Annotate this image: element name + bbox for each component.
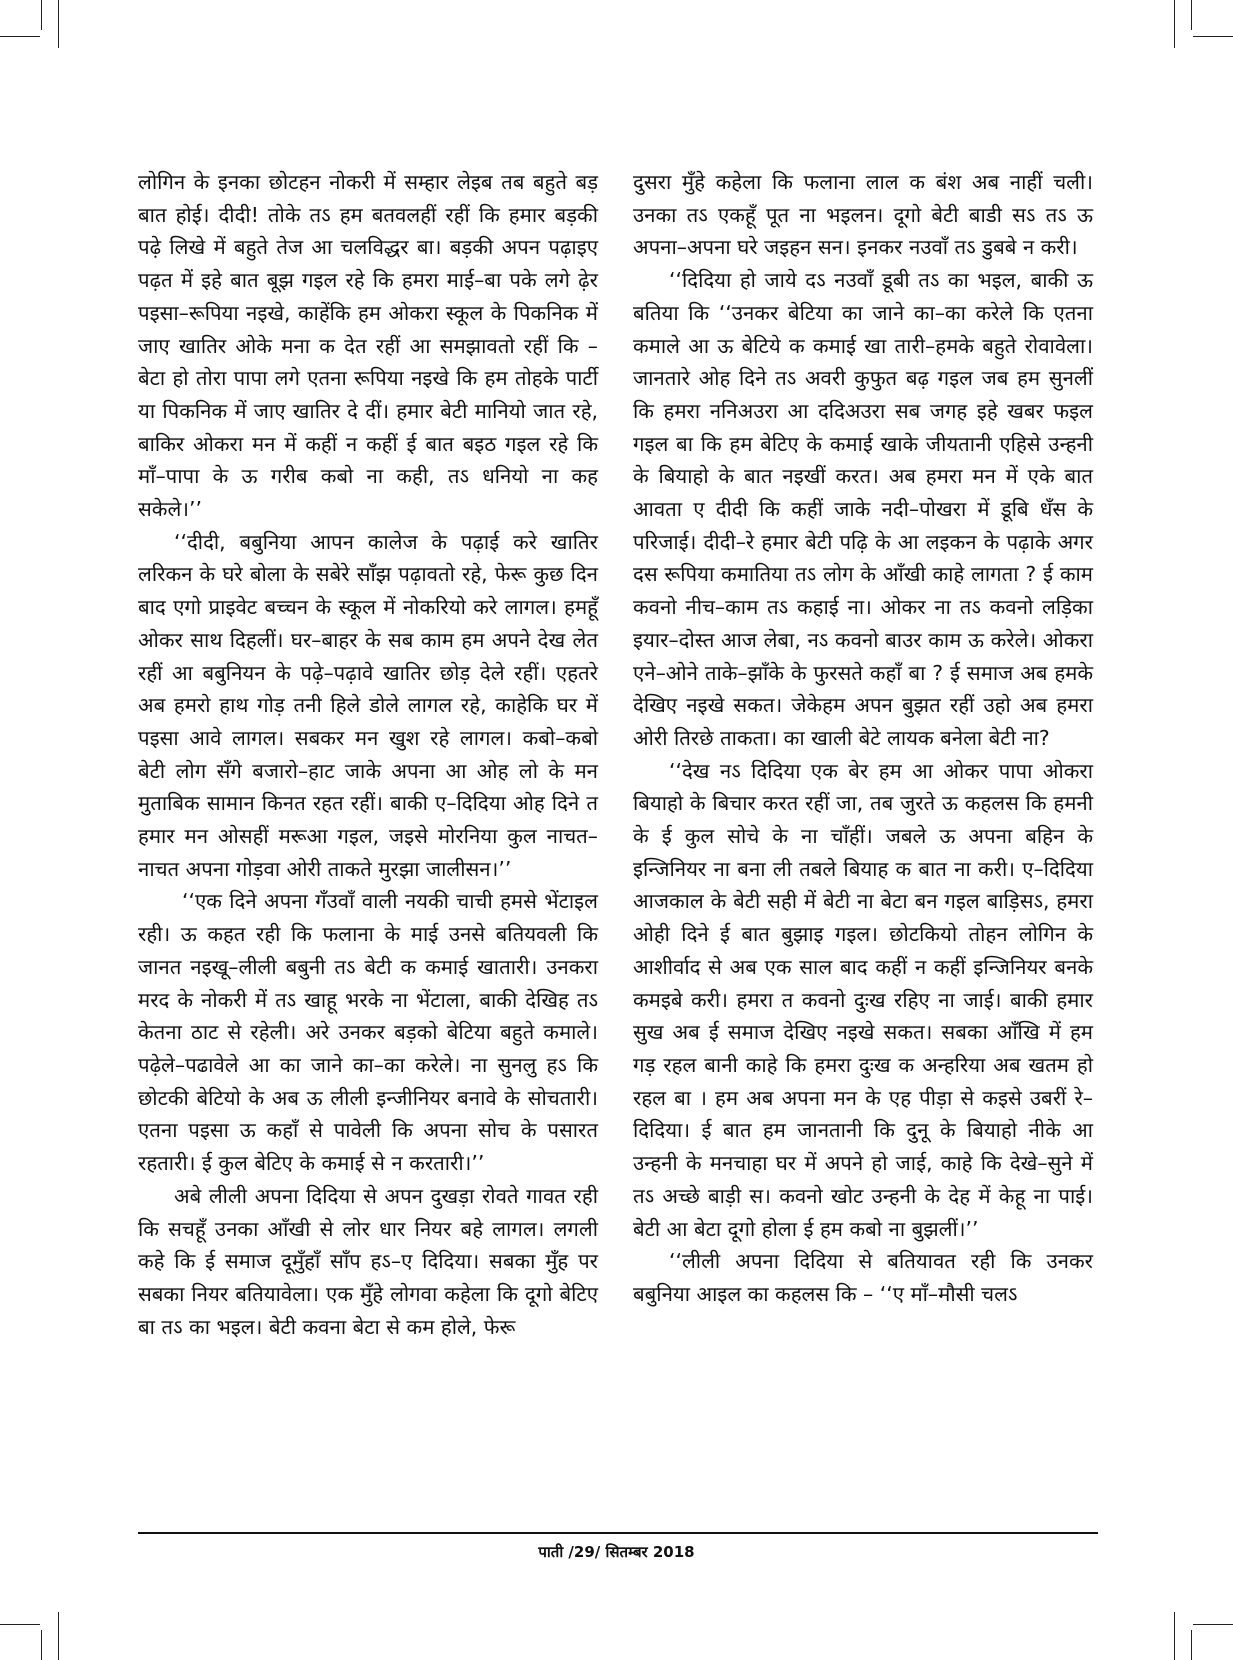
crop-mark [1174, 0, 1175, 48]
crop-mark [1174, 1612, 1175, 1660]
page-footer: पाती /29/ सितम्बर 2018 [538, 1543, 695, 1561]
right-text-column [633, 166, 1093, 1311]
paragraph: ‘‘दीदी, बबुनिया आपन कालेज के पढ़ाई करे खातिर लरिकन के घरे बोला के सबेरे साँझ पढ़ावतो रहे, फेरू कुछ दिन बाद एगो प्राइवेट बच्चन के स्कूल में नोकरियो करे लागल। हमहूँ ओकर साथ दिहलीं। घर–बाहर के सब काम हम अपने देख लेत रहीं आ बबुनियन के पढ़े–पढ़ावे खातिर छोड़ देले रहीं। एहतरे अब हमरो हाथ गोड़ तनी हिले डोले लागल रहे, काहेकि घर में पइसा आवे लागल। सबकर मन खुश रहे लागल। कबो–कबो बेटी लोग सँगे बजारो–हाट जाके अपना आ ओह लो के मन मुताबिक सामान किनत रहत रहीं। बाकी ए–दिदिया ओह दिने त हमार मन ओसहीं मरूआ गइल, जइसे मोरनिया कुल नाचत–नाचत अपना गोड़वा ओरी ताकते मुरझा जालीसन।’’ [138, 529, 598, 881]
crop-mark [41, 0, 42, 30]
paragraph: लोगिन के इनका छोटहन नोकरी में सम्हार लेइब तब बहुते बड़ बात होई। दीदी! तोके तऽ हम बतवलहीं रहीं कि हमार बड़की पढ़े लिखे में बहुते तेज आ चलविद्धर बा। बड़की अपन पढ़ाइए पढ़त में इहे बात बूझ गइल रहे कि हमरा माई–बा पके लगे ढ़ेर पइसा–रूपिया नइखे, काहेंकि हम ओकरा स्कूल के पिकनिक में जाए खातिर ओके मना क देत रहीं आ समझावतो रहीं कि – बेटा हो तोरा पापा लगे एतना रूपिया नइखे कि हम तोहके पार्टी या पिकनिक में जाए खातिर दे दीं। हमार बेटी मानियो जात रहे, बाकिर ओकरा मन में कहीं न कहीं ई बात बइठ गइल रहे कि माँ–पापा के ऊ गरीब कबो ना कही, तऽ धनियो ना कह सकेले।’’ [138, 170, 598, 522]
crop-mark [0, 36, 40, 37]
crop-mark [0, 1624, 40, 1625]
crop-mark [1193, 36, 1233, 37]
crop-mark [1191, 0, 1192, 30]
paragraph: ‘‘दिदिया हो जाये दऽ नउवाँ डूबी तऽ का भइल, बाकी ऊ बतिया कि ‘‘उनकर बेटिया का जाने का–का करेले कि एतना कमाले आ ऊ बेटिये क कमाई खा तारी–हमके बहुते रोवावेला। जानतारे ओह दिने तऽ अवरी कुफुत बढ़ गइल जब हम सुनलीं कि हमरा ननिअउरा आ ददिअउरा सब जगह इहे खबर फइल गइल बा कि हम बेटिए के कमाई खाके जीयतानी एहिसे उन्हनी के बियाहो के बात नइखीं करत। अब हमरा मन में एके बात आवता ए दीदी कि कहीं जाके नदी–पोखरा में डूबि धँस के परिजाई। दीदी–रे हमार बेटी पढ़ि के आ लइकन के पढ़ाके अगर दस रूपिया कमातिया तऽ लोग के आँखी काहे लागता ? ई काम कवनो नीच–काम तऽ कहाई ना। ओकर ना तऽ कवनो लड़िका इयार–दोस्त आज लेबा, नऽ कवनो बाउर काम ऊ करेले। ओकरा एने–ओने ताके–झाँके के फुरसते कहाँ बा ? ई समाज अब हमके देखिए नइखे सकत। जेकेहम अपन बुझत रहीं उहो अब हमरा ओरी तिरछे ताकता। का खाली बेटे लायक बनेला बेटी ना? [633, 268, 1093, 750]
crop-mark [58, 0, 59, 48]
paragraph: दुसरा मुँहे कहेला कि फलाना लाल क बंश अब नाहीं चली। उनका तऽ एकहूँ पूत ना भइलन। दूगो बेटी बाडी सऽ तऽ ऊ अपना–अपना घरे जइहन सन। इनकर नउवाँ तऽ डुबबे न करी। [633, 170, 1093, 260]
crop-mark [1191, 1630, 1192, 1660]
paragraph: ‘‘एक दिने अपना गँउवाँ वाली नयकी चाची हमसे भेंटाइल रही। ऊ कहत रही कि फलाना के माई उनसे बतियवली कि जानत नइखू–लीली बबुनी तऽ बेटी क कमाई खातारी। उनकरा मरद के नोकरी में तऽ खाहू भरके ना भेंटाला, बाकी देखिह तऽ केतना ठाट से रहेली। अरे उनकर बड़को बेटिया बहुते कमाले। पढ़ेले–पढावेले आ का जाने का–का करेले। ना सुनलु हऽ कि छोटकी बेटियो के अब ऊ लीली इन्जीनियर बनावे के सोचतारी। एतना पइसा ऊ कहाँ से पावेली कि अपना सोच के पसारत रहतारी। ई कुल बेटिए के कमाई से न करतारी।’’ [138, 889, 598, 1176]
paragraph: ‘‘लीली अपना दिदिया से बतियावत रही कि उनकर बबुनिया आइल का कहलस कि – ‘‘ए माँ–मौसी चलऽ [633, 1249, 1093, 1306]
crop-mark [1193, 1624, 1233, 1625]
paragraph: अबे लीली अपना दिदिया से अपन दुखड़ा रोवते गावत रही कि सचहूँ उनका आँखी से लोर धार नियर बहे लागल। लगली कहे कि ई समाज दूमुँहाँ साँप हऽ–ए दिदिया। सबका मुँह पर सबका नियर बतियावेला। एक मुँहे लोगवा कहेला कि दूगो बेटिए बा तऽ का भइल। बेटी कवना बेटा से कम होले, फेरू [138, 1183, 598, 1339]
footer-rule [138, 1532, 1098, 1534]
paragraph: ‘‘देख नऽ दिदिया एक बेर हम आ ओकर पापा ओकरा बियाहो के बिचार करत रहीं जा, तब जुरते ऊ कहलस कि हमनी के ई कुल सोचे के ना चाँहीं। जबले ऊ अपना बहिन के इन्जिनियर ना बना ली तबले बियाह क बात ना करी। ए–दिदिया आजकाल के बेटी सही में बेटी ना बेटा बन गइल बाड़िसऽ, हमरा ओही दिने ई बात बुझाइ गइल। छोटकियो तोहन लोगिन के आशीर्वाद से अब एक साल बाद कहीं न कहीं इन्जिनियर बनके कमइबे करी। हमरा त कवनो दुःख रहिए ना जाई। बाकी हमार सुख अब ई समाज देखिए नइखे सकत। सबका आँखि में हम गड़ रहल बानी काहे कि हमरा दुःख क अन्हरिया अब खतम हो रहल बा । हम अब अपना मन के एह पीड़ा से कइसे उबरीं रे–दिदिया। ई बात हम जानतानी कि दुनू के बियाहो नीके आ उन्हनी के मनचाहा घर में अपने हो जाई, काहे कि देखे–सुने में तऽ अच्छे बाड़ी स। कवनो खोट उन्हनी के देह में केहू ना पाई। बेटी आ बेटा दूगो होला ई हम कबो ना बुझलीं।’’ [633, 758, 1093, 1241]
crop-mark [58, 1612, 59, 1660]
left-text-column [138, 166, 598, 1343]
crop-mark [41, 1630, 42, 1660]
